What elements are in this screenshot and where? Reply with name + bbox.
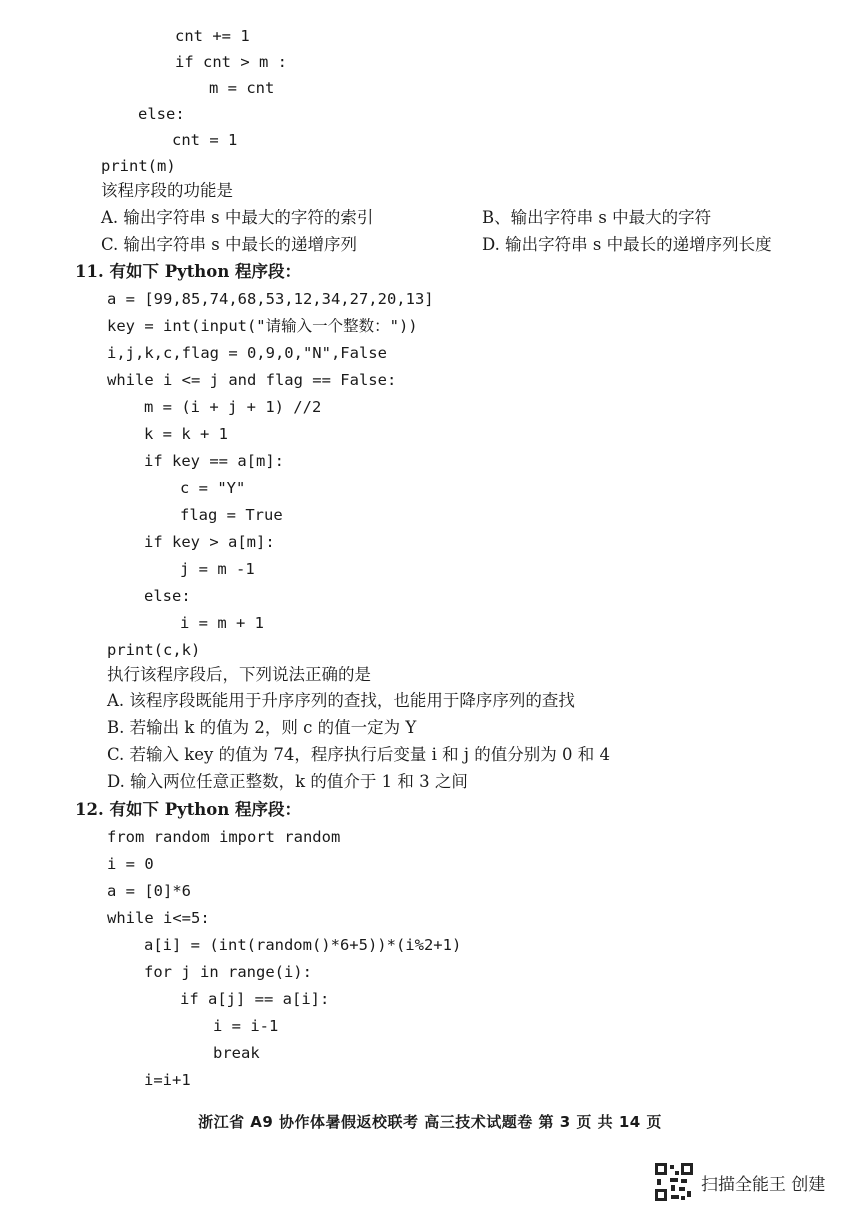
option-a: A. 输出字符串 s 中最大的字符的索引 — [101, 208, 374, 227]
option-a: A. 该程序段既能用于升序序列的查找，也能用于降序序列的查找 — [107, 691, 575, 710]
code-line: else: — [144, 587, 191, 605]
code-line: a[i] = (int(random()*6+5))*(i%2+1) — [144, 936, 462, 954]
code-line: a = [99,85,74,68,53,12,34,27,20,13] — [107, 290, 434, 308]
code-line: while i <= j and flag == False: — [107, 371, 397, 389]
code-line: break — [213, 1044, 260, 1062]
qr-code-icon — [655, 1163, 693, 1201]
code-line: c = "Y" — [180, 479, 246, 497]
option-c: C. 若输入 key 的值为 74，程序执行后变量 i 和 j 的值分别为 0 和 4 — [107, 745, 610, 764]
scanner-watermark — [655, 1163, 825, 1201]
code-line: while i<=5: — [107, 909, 210, 927]
code-line: m = cnt — [209, 79, 275, 97]
option-d: D. 输出字符串 s 中最长的递增序列长度 — [482, 235, 772, 254]
code-line: if a[j] == a[i]: — [180, 990, 330, 1008]
code-line: print(m) — [101, 157, 176, 175]
option-b: B. 若输出 k 的值为 2，则 c 的值一定为 Y — [107, 718, 417, 737]
code-line: i = 0 — [107, 855, 154, 873]
question-stem: 该程序段的功能是 — [101, 181, 233, 200]
watermark-label: 扫描全能王 创建 — [701, 1174, 826, 1195]
code-line: cnt += 1 — [175, 27, 250, 45]
code-line: else: — [138, 105, 185, 123]
code-line: print(c,k) — [107, 641, 201, 659]
code-line: i=i+1 — [144, 1071, 191, 1089]
code-line: if key > a[m]: — [144, 533, 275, 551]
option-d: D. 输入两位任意正整数，k 的值介于 1 和 3 之间 — [107, 772, 468, 791]
code-line: key = int(input("请输入一个整数：")) — [107, 317, 418, 335]
code-line: k = k + 1 — [144, 425, 228, 443]
code-line: flag = True — [180, 506, 283, 524]
question-stem: 执行该程序段后，下列说法正确的是 — [107, 665, 371, 684]
page-footer: 浙江省 A9 协作体暑假返校联考 高三技术试题卷 第 3 页 共 14 页 — [198, 1113, 662, 1131]
code-line: i = m + 1 — [180, 614, 264, 632]
code-line: from random import random — [107, 828, 341, 846]
code-line: i,j,k,c,flag = 0,9,0,"N",False — [107, 344, 387, 362]
question-header: 12. 有如下 Python 程序段： — [75, 800, 302, 819]
code-line: cnt = 1 — [172, 131, 238, 149]
code-line: a = [0]*6 — [107, 882, 191, 900]
code-line: j = m -1 — [180, 560, 255, 578]
code-line: m = (i + j + 1) //2 — [144, 398, 322, 416]
code-line: if cnt > m : — [175, 53, 287, 71]
question-header: 11. 有如下 Python 程序段： — [75, 262, 302, 281]
code-line: i = i-1 — [213, 1017, 279, 1035]
code-line: for j in range(i): — [144, 963, 312, 981]
code-line: if key == a[m]: — [144, 452, 284, 470]
option-c: C. 输出字符串 s 中最长的递增序列 — [101, 235, 357, 254]
option-b: B、输出字符串 s 中最大的字符 — [482, 208, 712, 227]
